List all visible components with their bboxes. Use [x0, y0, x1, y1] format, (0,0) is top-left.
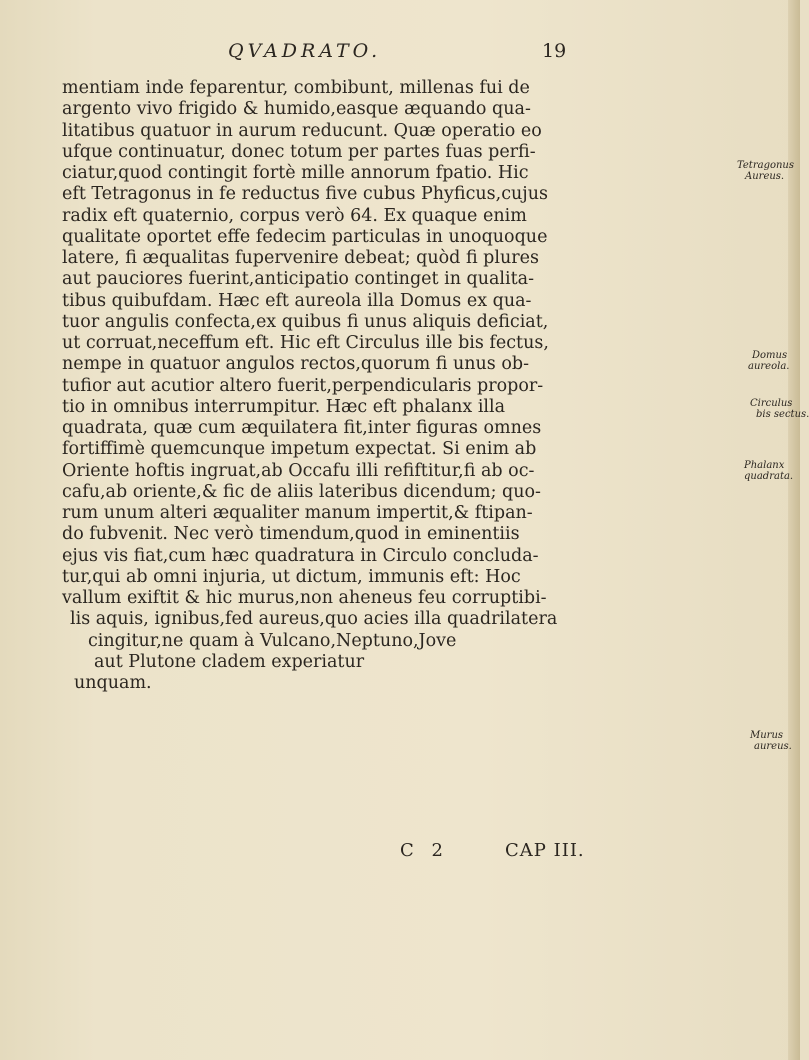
margin-note-line: aureola.	[748, 361, 790, 372]
page-edge	[788, 0, 800, 1060]
margin-note-line: Aureus.	[745, 171, 785, 182]
text-line: mentiam inde feparentur, combibunt, millenas fui de	[62, 78, 530, 98]
text-line: eft Tetragonus in fe reductus five cubus Phyficus,cujus	[62, 184, 548, 205]
text-line: Oriente hoftis ingruat,ab Occafu illi refiftitur,fi ab oc-	[62, 460, 535, 481]
text-line: latere, fi æqualitas fupervenire debeat; quòd fi plures	[62, 248, 539, 268]
margin-note-line: Domus	[752, 350, 788, 361]
page-number: 19	[542, 40, 567, 62]
text-line: unquam.	[74, 673, 152, 693]
text-line: nempe in quatuor angulos rectos,quorum fi unus ob-	[62, 354, 529, 375]
margin-note-domus	[748, 350, 789, 372]
text-line: quadrata, quæ cum æquilatera fit,inter figuras omnes	[62, 418, 542, 438]
text-line: argento vivo frigido & humido,easque æquando qua-	[62, 99, 531, 120]
text-line: ufque continuatur, donec totum per partes fuas perfi-	[62, 141, 536, 162]
margin-note-line: Murus	[750, 730, 784, 741]
margin-note-phalanx	[744, 460, 793, 482]
margin-note-tetragonus	[737, 160, 794, 182]
text-line: lis aquis, ignibus,fed aureus,quo acies illa quadrilatera	[70, 609, 558, 630]
text-line: ciatur,quod contingit fortè mille annorum fpatio. Hic	[62, 163, 529, 183]
text-line: tufior aut acutior altero fuerit,perpendicularis propor-	[62, 375, 544, 396]
text-line: litatibus quatuor in aurum reducunt. Quæ operatio eo	[62, 120, 542, 141]
page-footer	[0, 840, 800, 870]
text-line: ejus vis fiat,cum hæc quadratura in Circulo concluda-	[62, 545, 539, 566]
text-line: qualitate oportet effe fedecim particulas in unoquoque	[62, 226, 548, 247]
text-line: cingitur,ne quam à Vulcano,Neptuno,Jove	[88, 630, 457, 651]
page-header	[60, 32, 580, 68]
text-line: aut pauciores fuerint,anticipatio continget in qualita-	[62, 269, 535, 290]
margin-note-line: Phalanx	[744, 460, 785, 471]
text-line: do fubvenit. Nec verò timendum,quod in eminentiis	[62, 524, 520, 545]
signature-mark: C 2	[400, 840, 449, 861]
text-line: tio in omnibus interrumpitur. Hæc eft phalanx illa	[62, 396, 506, 417]
margin-note-line: Circulus	[750, 398, 793, 409]
text-line: ut corruat,neceffum eft. Hic eft Circulus ille bis fectus,	[62, 333, 549, 353]
margin-note-line: bis sectus.	[756, 409, 809, 420]
margin-note-murus	[750, 730, 792, 752]
body-text	[62, 78, 602, 694]
text-line: radix eft quaternio, corpus verò 64. Ex quaque enim	[62, 205, 527, 226]
text-line: tuor angulis confecta,ex quibus fi unus aliquis deficiat,	[62, 311, 549, 332]
margin-note-circulus	[750, 398, 809, 420]
margin-note-line: Tetragonus	[737, 160, 795, 171]
running-head: QVADRATO.	[228, 40, 382, 62]
text-line: cafu,ab oriente,& fic de aliis lateribus dicendum; quo-	[62, 481, 541, 502]
text-line: vallum exiftit & hic murus,non aheneus feu corruptibi-	[62, 588, 547, 608]
text-line: fortiffimè quemcunque impetum expectat. Si enim ab	[62, 439, 537, 460]
text-line: tur,qui ab omni injuria, ut dictum, immunis eft: Hoc	[62, 566, 521, 587]
margin-note-line: aureus.	[754, 741, 792, 752]
text-line: aut Plutone cladem experiatur	[94, 651, 365, 672]
text-line: rum unum alteri æqualiter manum impertit,& ftipan-	[62, 503, 533, 523]
catchword: CAP III.	[505, 840, 585, 861]
margin-note-line: quadrata.	[744, 471, 794, 482]
text-line: tibus quibufdam. Hæc eft aureola illa Domus ex qua-	[62, 290, 532, 311]
